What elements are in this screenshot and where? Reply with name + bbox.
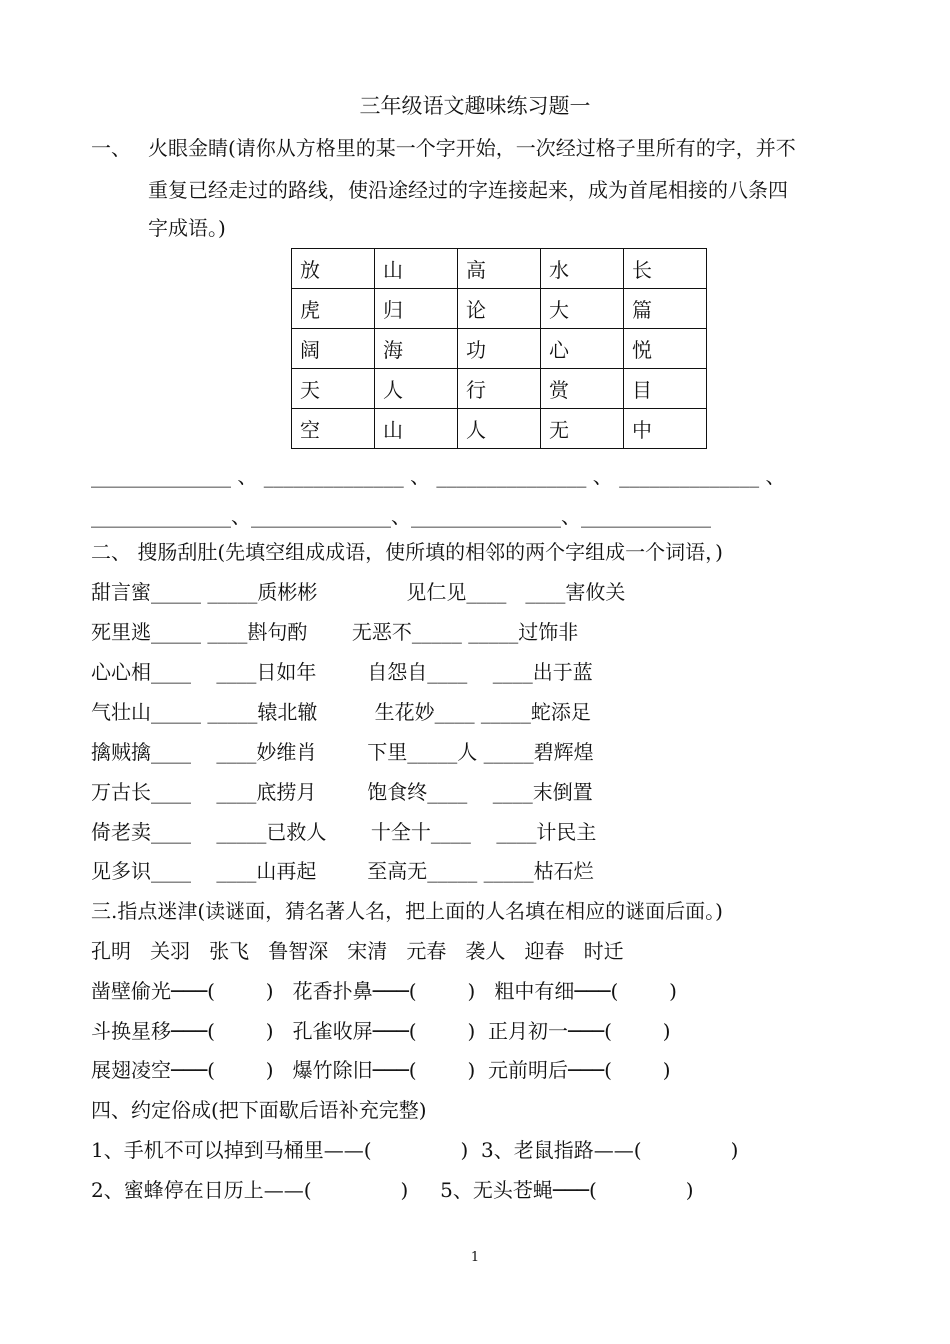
page-number: 1: [470, 1250, 480, 1265]
grid-cell: 虎: [292, 289, 375, 329]
grid-cell: 海: [375, 329, 458, 369]
character-grid: [291, 248, 707, 449]
grid-cell: 放: [292, 249, 375, 289]
section2-heading: 二、 搜肠刮肚(先填空组成成语，使所填的相邻的两个字组成一个词语，): [91, 540, 723, 564]
section4-heading: 四、约定俗成(把下面歇后语补充完整): [91, 1098, 427, 1122]
grid-cell: 山: [375, 249, 458, 289]
xiehouyu-row[interactable]: 1、手机不可以掉到马桶里——( ) 3、老鼠指路——( ): [91, 1138, 739, 1162]
answer-blanks-row[interactable]: ______________ 、 ______________ 、 _______________ 、 ______________ 、: [91, 464, 786, 488]
grid-row: [292, 409, 707, 449]
grid-row: [292, 249, 707, 289]
grid-cell: 心: [541, 329, 624, 369]
page-title: 三年级语文趣味练习题一: [359, 94, 591, 118]
idiom-fill-row[interactable]: 万古长____ ____底捞月 饱食终____ ____末倒置: [91, 780, 593, 804]
grid-row: [292, 369, 707, 409]
grid-cell: 天: [292, 369, 375, 409]
answer-blanks-row[interactable]: ______________、______________、_______________、_____________: [91, 504, 711, 528]
idiom-fill-row[interactable]: 见多识____ ____山再起 至高无_____ _____枯石烂: [91, 859, 594, 883]
section1-heading-line3: 字成语。): [148, 216, 226, 240]
grid-cell: 大: [541, 289, 624, 329]
grid-cell: 目: [624, 369, 707, 409]
grid-row: [292, 329, 707, 369]
section1-heading-line2: 重复已经走过的路线，使沿途经过的字连接起来，成为首尾相接的八条四: [148, 178, 788, 202]
grid-cell: 赏: [541, 369, 624, 409]
idiom-fill-row[interactable]: 死里逃_____ ____斟句酌 无恶不_____ _____过饰非: [91, 620, 579, 644]
grid-cell: 无: [541, 409, 624, 449]
grid-row: [292, 289, 707, 329]
idiom-fill-row[interactable]: 甜言蜜_____ _____质彬彬 见仁见____ ____害攸关: [91, 580, 626, 604]
grid-cell: 高: [458, 249, 541, 289]
grid-cell: 空: [292, 409, 375, 449]
grid-cell: 功: [458, 329, 541, 369]
section3-heading: 三.指点迷津(读谜面，猜名著人名，把上面的人名填在相应的谜面后面。): [91, 899, 723, 923]
idiom-fill-row[interactable]: 擒贼擒____ ____妙维肖 下里_____人 _____碧辉煌: [91, 740, 594, 764]
section1-heading: 火眼金睛(请你从方格里的某一个字开始，一次经过格子里所有的字，并不: [148, 136, 796, 160]
grid-cell: 归: [375, 289, 458, 329]
riddle-row[interactable]: 展翅凌空───( ) 爆竹除旧───( ) 元前明后───( ): [91, 1058, 671, 1082]
grid-cell: 阔: [292, 329, 375, 369]
grid-cell: 中: [624, 409, 707, 449]
grid-cell: 悦: [624, 329, 707, 369]
xiehouyu-row[interactable]: 2、蜜蜂停在日历上——( ) 5、无头苍蝇───( ): [91, 1178, 694, 1202]
riddle-row[interactable]: 斗换星移───( ) 孔雀收屏───( ) 正月初一───( ): [91, 1019, 671, 1043]
grid-cell: 人: [375, 369, 458, 409]
grid-cell: 山: [375, 409, 458, 449]
grid-cell: 行: [458, 369, 541, 409]
grid-cell: 水: [541, 249, 624, 289]
idiom-fill-row[interactable]: 心心相____ ____日如年 自怨自____ ____出于蓝: [91, 660, 593, 684]
grid-cell: 篇: [624, 289, 707, 329]
idiom-fill-row[interactable]: 气壮山_____ _____辕北辙 生花妙____ _____蛇添足: [91, 700, 591, 724]
name-choices: 孔明 关羽 张飞 鲁智深 宋清 元春 袭人 迎春 时迁: [91, 939, 624, 963]
grid-cell: 长: [624, 249, 707, 289]
section1-number: 一、: [91, 136, 131, 160]
grid-cell: 论: [458, 289, 541, 329]
riddle-row[interactable]: 凿壁偷光───( ) 花香扑鼻───( ) 粗中有细───( ): [91, 979, 677, 1003]
idiom-fill-row[interactable]: 倚老卖____ _____已救人 十全十____ ____计民主: [91, 820, 597, 844]
grid-cell: 人: [458, 409, 541, 449]
